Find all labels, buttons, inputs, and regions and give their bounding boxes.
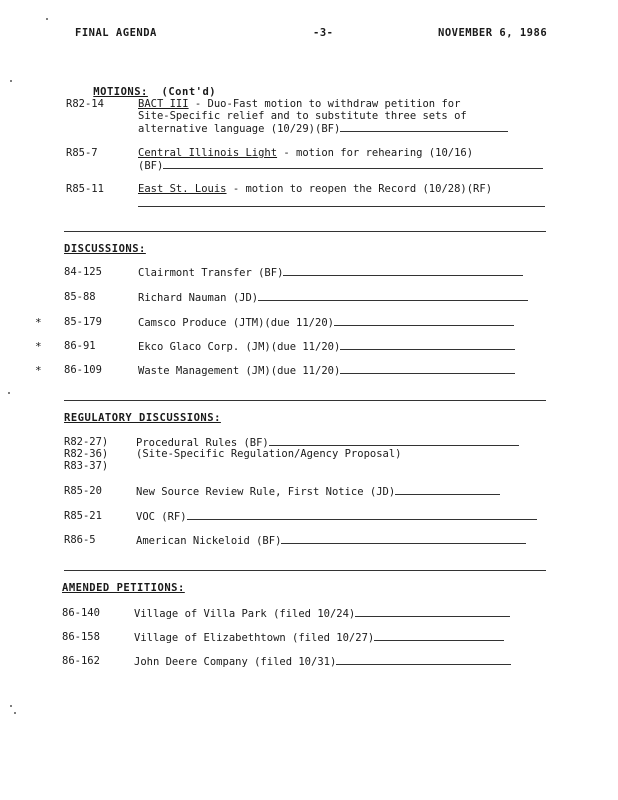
discussion-text: Camsco Produce (JTM)(due 11/20) — [138, 317, 334, 329]
header-title: FINAL AGENDA — [75, 27, 157, 39]
motion-id: R85-11 — [66, 183, 104, 195]
motion-text — [138, 122, 508, 135]
amended-text: Village of Elizabethtown (filed 10/27) — [134, 632, 375, 644]
motion-text: - motion to reopen the Record (10/28)(RF) — [226, 183, 493, 195]
motion-text: - motion for rehearing (10/16) — [277, 147, 474, 159]
amended-item — [134, 607, 510, 620]
regulatory-group-id: R83-37) — [64, 460, 109, 472]
priority-star: * — [35, 364, 42, 377]
motion-item — [138, 98, 460, 110]
scan-speck — [10, 705, 12, 707]
motion-text: - Duo-Fast motion to withdraw petition for — [188, 98, 461, 110]
discussion-text: Waste Management (JM)(due 11/20) — [138, 365, 341, 377]
header-date: NOVEMBER 6, 1986 — [438, 27, 548, 39]
discussion-text: Ekco Glaco Corp. (JM)(due 11/20) — [138, 341, 341, 353]
regulatory-group-id: R82-27) — [64, 436, 109, 448]
regulatory-item — [136, 485, 500, 498]
motion-item — [138, 147, 473, 159]
regulatory-id: R85-20 — [64, 485, 102, 497]
scan-speck — [8, 392, 10, 394]
section-divider — [64, 231, 546, 232]
blank-line — [340, 364, 515, 374]
blank-line — [269, 436, 519, 446]
discussion-text: Richard Nauman (JD) — [138, 292, 259, 304]
blank-line — [395, 485, 500, 495]
motion-name: BACT III — [138, 98, 189, 110]
discussion-item — [138, 364, 515, 377]
page-number: -3- — [313, 27, 334, 39]
priority-star: * — [35, 316, 42, 329]
motion-item — [138, 183, 492, 195]
motion-text — [138, 159, 543, 172]
amended-id: 86-162 — [62, 655, 100, 667]
discussion-item — [138, 340, 515, 353]
regulatory-text: American Nickeloid (BF) — [136, 535, 282, 547]
scan-speck — [46, 18, 48, 20]
regulatory-item — [136, 534, 526, 547]
amended-id: 86-140 — [62, 607, 100, 619]
amended-text: Village of Villa Park (filed 10/24) — [134, 608, 356, 620]
motion-id: R85-7 — [66, 147, 98, 159]
scan-speck — [10, 80, 12, 82]
regulatory-text: VOC (RF) — [136, 511, 187, 523]
motion-text: Site-Specific relief and to substitute three sets of — [138, 110, 467, 122]
amended-id: 86-158 — [62, 631, 100, 643]
blank-line — [138, 206, 545, 207]
blank-line — [281, 534, 526, 544]
discussion-id: 85-179 — [64, 316, 102, 328]
blank-line — [163, 159, 543, 169]
scan-speck — [14, 712, 16, 714]
blank-line — [340, 340, 515, 350]
blank-line — [283, 266, 523, 276]
discussion-id: 86-109 — [64, 364, 102, 376]
regulatory-id: R86-5 — [64, 534, 96, 546]
motion-text-line: (BF) — [138, 160, 164, 172]
amended-heading: AMENDED PETITIONS: — [62, 582, 185, 594]
motion-id: R82-14 — [66, 98, 104, 110]
regulatory-text: New Source Review Rule, First Notice (JD) — [136, 486, 396, 498]
discussion-item — [138, 291, 528, 304]
motion-name: East St. Louis — [138, 183, 227, 195]
amended-item — [134, 655, 511, 668]
discussion-id: 86-91 — [64, 340, 96, 352]
discussion-text: Clairmont Transfer (BF) — [138, 267, 284, 279]
priority-star: * — [35, 340, 42, 353]
regulatory-heading: REGULATORY DISCUSSIONS: — [64, 412, 221, 424]
amended-text: John Deere Company (filed 10/31) — [134, 656, 337, 668]
blank-line — [340, 122, 508, 132]
regulatory-id: R85-21 — [64, 510, 102, 522]
regulatory-group-id: R82-36) — [64, 448, 109, 460]
regulatory-text: Procedural Rules (BF) — [136, 437, 269, 449]
discussions-heading: DISCUSSIONS: — [64, 243, 146, 255]
regulatory-item — [136, 510, 537, 523]
discussion-id: 85-88 — [64, 291, 96, 303]
section-divider — [64, 400, 546, 401]
amended-item — [134, 631, 504, 644]
motions-heading-label: MOTIONS: — [93, 86, 148, 98]
section-divider — [64, 570, 546, 571]
discussion-item — [138, 316, 514, 329]
blank-line — [336, 655, 511, 665]
motions-heading-suffix: (Cont'd) — [161, 86, 217, 98]
discussion-item — [138, 266, 523, 279]
discussion-id: 84-125 — [64, 266, 102, 278]
blank-line — [374, 631, 504, 641]
blank-line — [258, 291, 528, 301]
blank-line — [355, 607, 510, 617]
motion-text-line: alternative language (10/29)(BF) — [138, 123, 341, 135]
blank-line — [187, 510, 537, 520]
blank-line — [334, 316, 514, 326]
motion-name: Central Illinois Light — [138, 147, 278, 159]
regulatory-text: (Site-Specific Regulation/Agency Proposal) — [136, 448, 402, 460]
